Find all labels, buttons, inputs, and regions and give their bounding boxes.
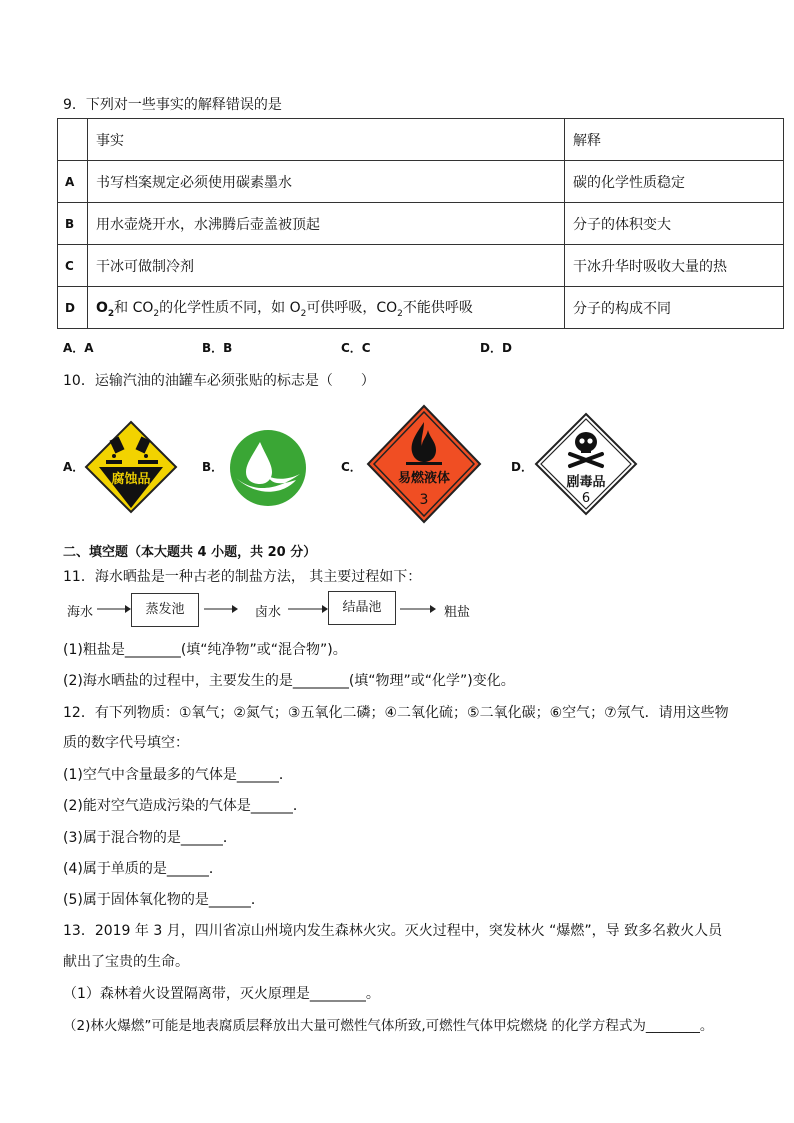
table-row — [58, 287, 784, 329]
table-header-row — [58, 119, 784, 161]
flammable-sign-text: 易燃液体 — [397, 471, 451, 486]
flow-step-crude-salt: 粗盐 — [444, 605, 471, 620]
water-saving-icon[interactable] — [228, 428, 308, 508]
formula-o2: $O_2$ — [96, 299, 115, 319]
toxic-sign-icon[interactable] — [534, 412, 638, 516]
q10-option-d-label[interactable]: D． — [511, 460, 533, 474]
q11-sub2: (2)海水晒盐的过程中，主要发生的是________(填“物理”或“化学”)变化。 — [63, 673, 515, 689]
flow-step-crystallization-pond: 结晶池 — [328, 591, 396, 625]
row-fact: 书写档案规定必须使用碳素墨水 — [88, 161, 565, 203]
flow-arrow-icon — [97, 602, 131, 616]
flow-arrow-icon — [204, 602, 238, 616]
row-label: D — [58, 287, 88, 329]
q9-option-a[interactable]: A．A — [63, 341, 94, 355]
corrosive-sign-text: 腐蚀品 — [111, 472, 151, 487]
row-fact: $O_2$和 $CO_2$的化学性质不同，如 $O_2$可供呼吸，$CO_2$不能供呼吸 — [88, 287, 565, 329]
table-row — [58, 161, 784, 203]
row-explanation: 分子的构成不同 — [565, 287, 784, 329]
row-explanation: 干冰升华时吸收大量的热 — [565, 245, 784, 287]
row-explanation: 碳的化学性质稳定 — [565, 161, 784, 203]
q10-option-b-label[interactable]: B． — [202, 460, 224, 474]
table-row — [58, 245, 784, 287]
flammable-liquid-sign-icon[interactable] — [366, 404, 482, 524]
q12-sub: (2)能对空气造成污染的气体是______． — [63, 798, 307, 814]
flow-arrow-icon — [288, 602, 328, 616]
table-row — [58, 203, 784, 245]
q10-option-c-label[interactable]: C． — [341, 460, 362, 474]
q13-line2: 献出了宝贵的生命。 — [63, 954, 189, 970]
section-title: 二、填空题（本大题共 4 小题，共 20 分） — [63, 545, 317, 560]
q12-line2: 质的数字代号填空： — [63, 735, 189, 751]
q13-sub2: （2)林火爆燃”可能是地表腐质层释放出大量可燃性气体所致,可燃性气体甲烷燃烧 的化学方程式为________。 — [63, 1018, 714, 1034]
q12-sub: (4)属于单质的是______． — [63, 861, 223, 877]
q13-sub1: （1）森林着火设置隔离带，灭火原理是________。 — [63, 986, 380, 1002]
q10-option-a-label[interactable]: A． — [63, 460, 85, 474]
row-label: C — [58, 245, 88, 287]
row-explanation: 分子的体积变大 — [565, 203, 784, 245]
q13-line1: 13．2019 年 3 月，四川省凉山州境内发生森林火灾。灭火过程中，突发林火 “爆燃”，导 致多名救火人员 — [63, 923, 723, 939]
q12-sub: (5)属于固体氧化物的是______． — [63, 892, 265, 908]
flow-step-brine: 卤水 — [255, 605, 282, 620]
q11-title: 11．海水晒盐是一种古老的制盐方法， 其主要过程如下： — [63, 569, 422, 585]
q9-option-c[interactable]: C．C — [341, 341, 371, 355]
row-fact: 干冰可做制冷剂 — [88, 245, 565, 287]
flow-step-seawater: 海水 — [67, 605, 94, 620]
header-explanation: 解释 — [565, 119, 784, 161]
q9-title: 9．下列对一些事实的解释错误的是 — [63, 97, 282, 113]
q9-option-b[interactable]: B．B — [202, 341, 233, 355]
row-fact: 用水壶烧开水，水沸腾后壶盖被顶起 — [88, 203, 565, 245]
header-blank — [58, 119, 88, 161]
flow-arrow-icon — [400, 602, 436, 616]
row-label: A — [58, 161, 88, 203]
q9-option-d[interactable]: D．D — [480, 341, 512, 355]
flow-step-evaporation-pond: 蒸发池 — [131, 593, 199, 627]
q12-line1: 12．有下列物质：①氧气；②氮气；③五氧化二磷；④二氧化硫；⑤二氧化碳；⑥空气；⑦氖气．请用这些物 — [63, 705, 729, 721]
corrosive-sign-icon[interactable] — [84, 420, 178, 514]
toxic-sign-num: 6 — [581, 491, 591, 506]
q11-sub1: (1)粗盐是________(填“纯净物”或“混合物”)。 — [63, 642, 347, 658]
toxic-sign-text: 剧毒品 — [566, 475, 606, 490]
flammable-sign-num: 3 — [419, 492, 429, 508]
row-label: B — [58, 203, 88, 245]
q12-sub: (3)属于混合物的是______． — [63, 830, 237, 846]
q10-title: 10．运输汽油的油罐车必须张贴的标志是（ ） — [63, 373, 375, 389]
header-fact: 事实 — [88, 119, 565, 161]
q12-sub: (1)空气中含量最多的气体是______． — [63, 767, 293, 783]
facts-table — [57, 118, 784, 329]
